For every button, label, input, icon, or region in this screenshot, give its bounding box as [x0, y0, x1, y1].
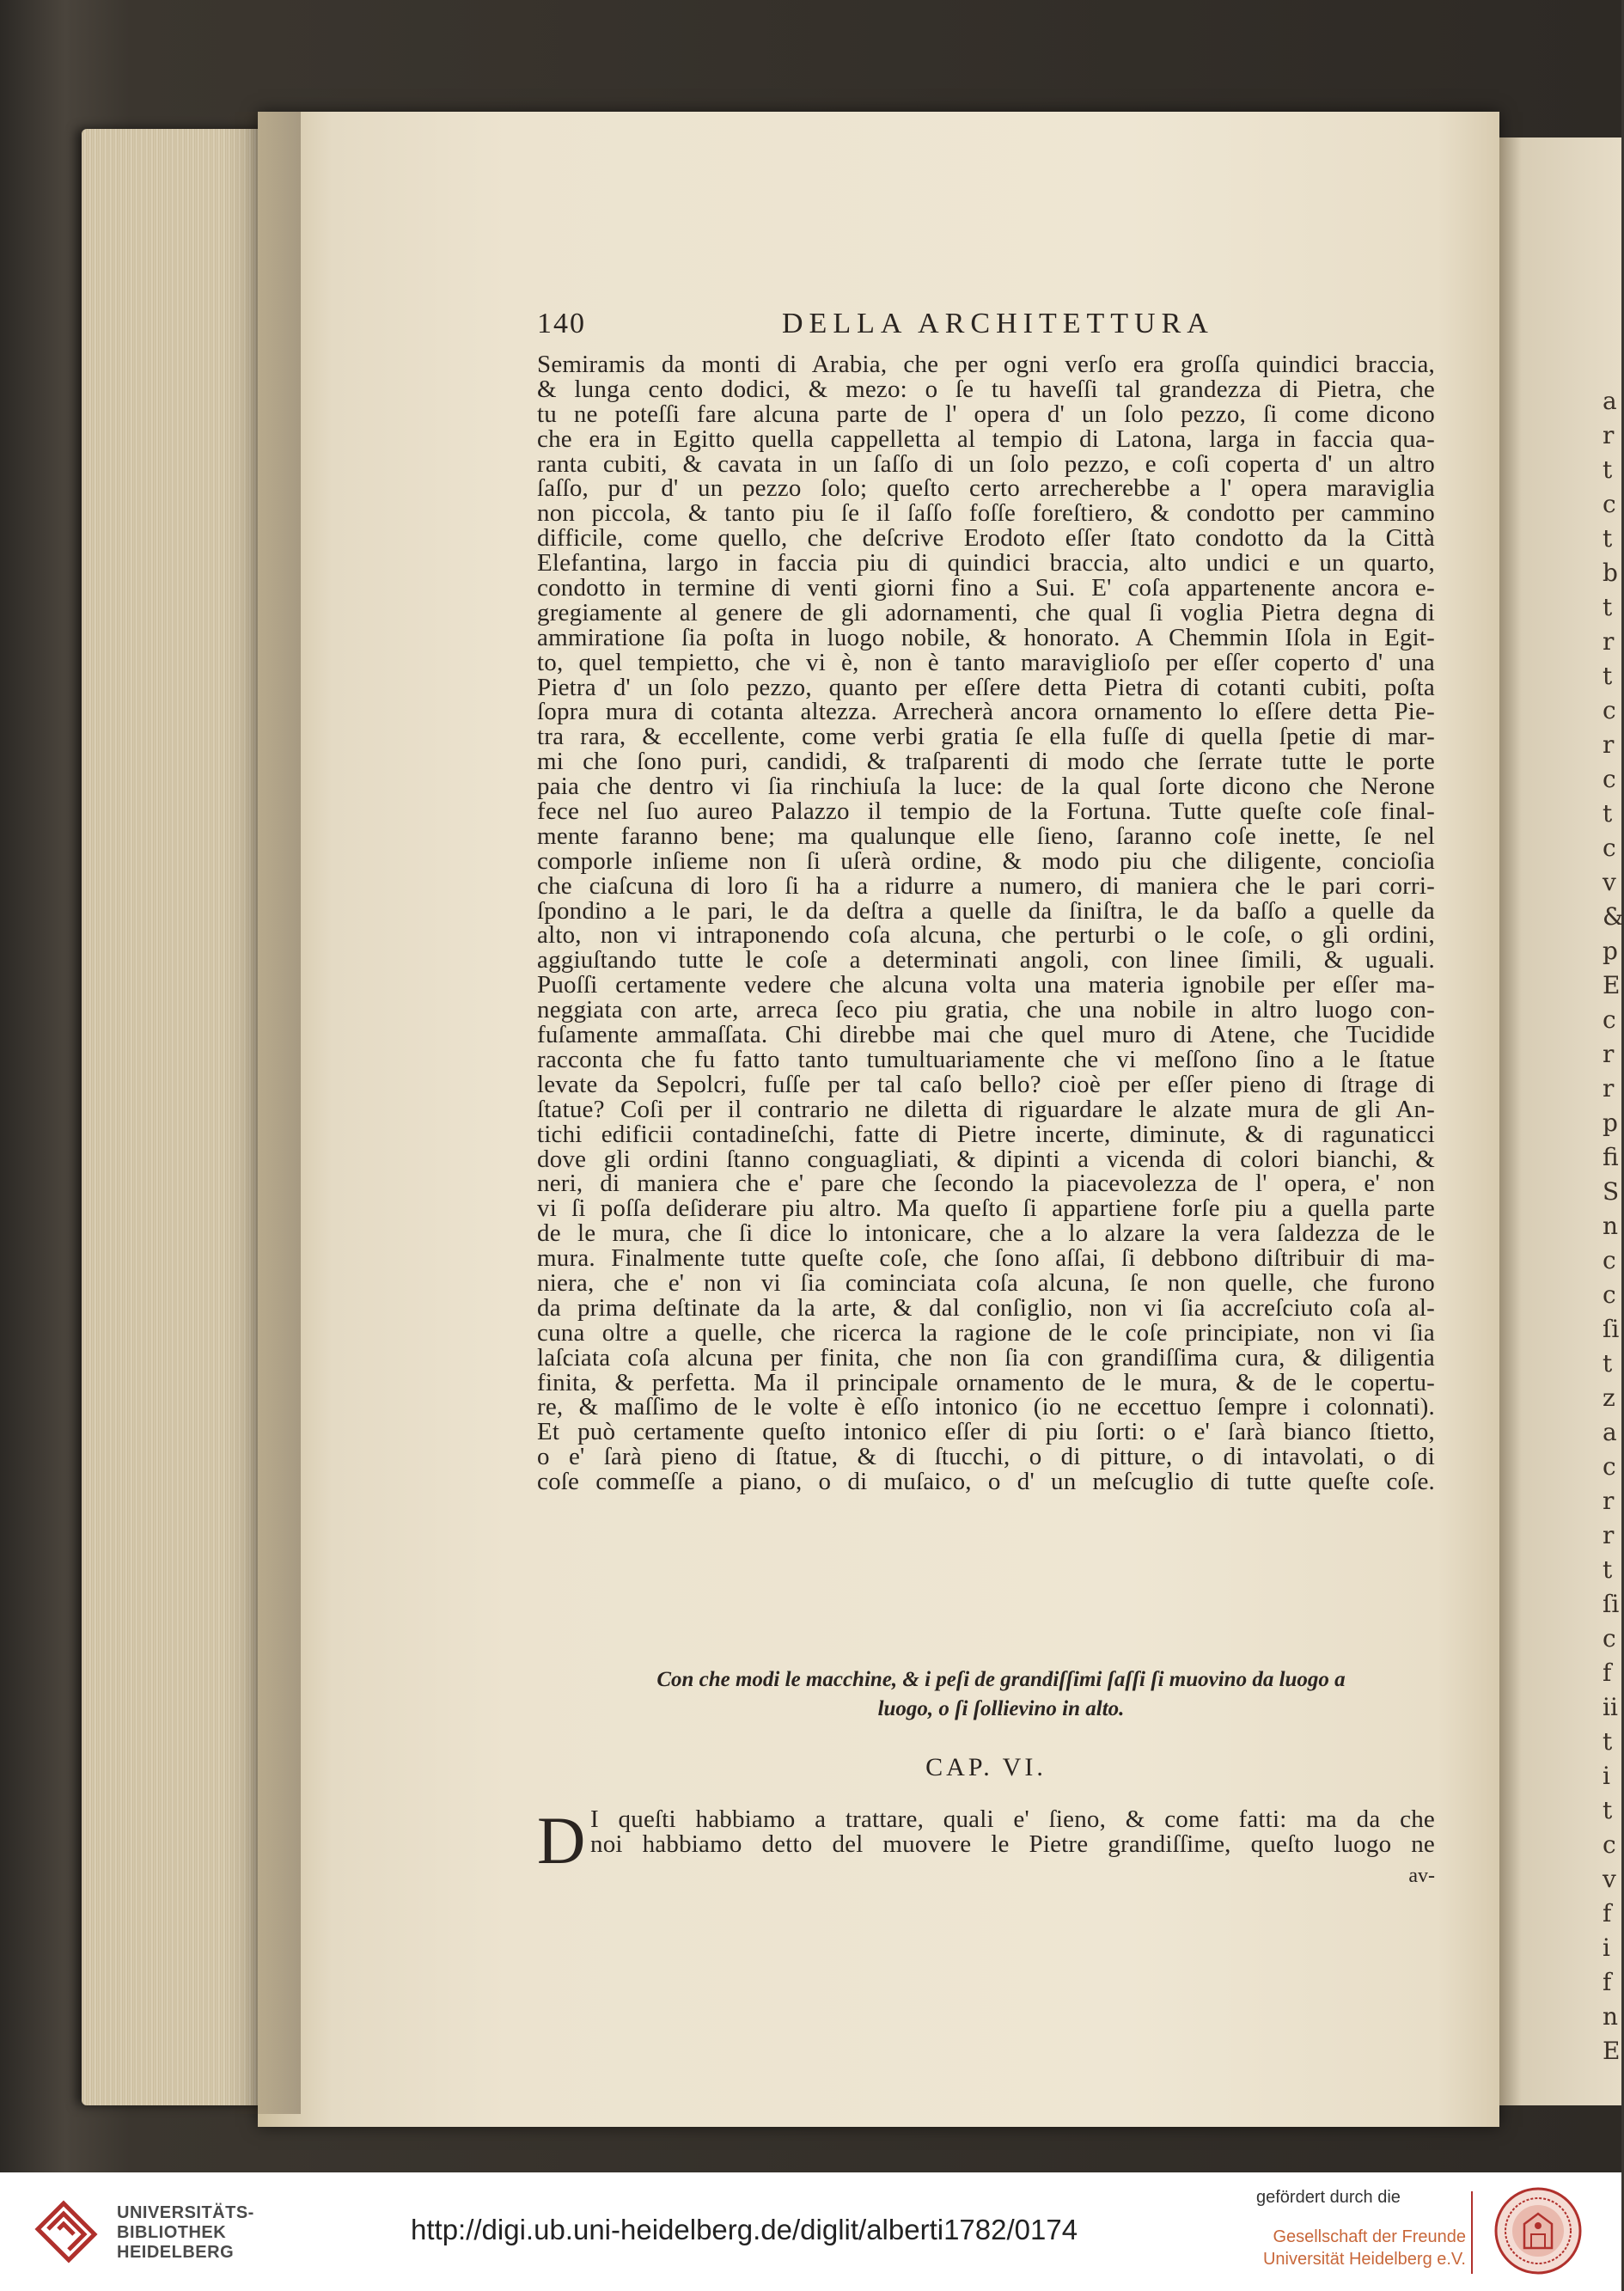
library-logo-icon — [29, 2195, 103, 2269]
facing-page-letter: t — [1603, 1555, 1613, 1584]
section-heading-line: Con che modi le macchine, & i peſi de grandiſſimi ſaſſi ſi muovino da luogo a — [656, 1668, 1346, 1691]
body-text — [537, 352, 1435, 1494]
text-line: Semiramis da monti di Arabia, che per ogni verſo era groſſa quindici braccia, — [537, 351, 1435, 378]
text-line: mente faranno bene; ma qualunque elle ſieno, ſaranno coſe inette, ſe nel — [537, 822, 1435, 850]
facing-page-letter: c — [1603, 696, 1616, 724]
facing-page-letter: r — [1603, 730, 1615, 759]
text-line: gregiamente al genere de gli adornamenti, che qual ſi voglia Pietra degna di — [537, 598, 1435, 626]
facing-page-letter: ſi — [1603, 1590, 1620, 1618]
text-line: tra rara, & eccellente, come verbi gratia ſe ella fuſſe di quella ſpetie di mar- — [537, 723, 1435, 751]
facing-page-letter: c — [1603, 834, 1616, 862]
facing-page-letter: v — [1603, 868, 1616, 896]
text-line: ſtatue? Coſi per il contrario ne diletta di riguardare le alzate mura de gli An- — [537, 1095, 1435, 1123]
facing-page-letter: a — [1603, 387, 1617, 415]
facing-page-letter: n — [1603, 1212, 1619, 1240]
sponsor-name-line: Universität Heidelberg e.V. — [1262, 2250, 1466, 2269]
facing-page-letter: c — [1603, 1830, 1616, 1859]
facing-page-letter: t — [1603, 455, 1613, 484]
text-line: finita, & perfetta. Ma il principale ornamento de le mura, & de le copertu- — [537, 1368, 1435, 1396]
facing-page-letter: t — [1603, 1349, 1613, 1378]
facing-page-letter: c — [1603, 765, 1616, 793]
university-seal-icon — [1493, 2186, 1583, 2276]
chapter-title: CAP. VI. — [925, 1753, 1047, 1781]
sponsor-name — [1253, 2226, 1466, 2270]
text-line: ſopra mura di cotanta altezza. Arrecherà ancora ornamento lo eſſere detta Pie- — [537, 698, 1435, 726]
text-line: de le mura, che ſi dice lo intonicare, che a lo alzare la vera ſaldezza de le — [537, 1219, 1435, 1248]
footer-divider — [1471, 2191, 1473, 2274]
text-line: dove gli ordini ſtanno conguagliati, & dipinti a vicenda di colori bianchi, & — [537, 1145, 1435, 1173]
text-line: to, quel tempietto, che vi è, non è tanto maraviglioſo per eſſer coperto d' una — [537, 648, 1435, 676]
facing-page-edge — [1499, 137, 1624, 2105]
page-number: 140 — [537, 308, 586, 339]
running-head — [537, 308, 1435, 351]
facing-page-letter: z — [1603, 1384, 1615, 1412]
library-name — [117, 2203, 254, 2263]
facing-page-letter: c — [1603, 490, 1616, 518]
text-line: vi ſi poſſa deſiderare piu altro. Ma queſto ſi appartiene forſe piu a quella parte — [537, 1194, 1435, 1223]
facing-page-letter: & — [1603, 902, 1624, 931]
text-line: comporle inſieme non ſi uſerà ordine, & modo piu che diligente, concioſia — [537, 846, 1435, 875]
text-line: o e' ſarà pieno di ſtatue, & di ſtucchi, o di pitture, o di intavolati, o di — [537, 1443, 1435, 1471]
facing-page-letter: t — [1603, 1727, 1613, 1756]
facing-page-letter: p — [1603, 1109, 1618, 1137]
text-line: laſciata coſa alcuna per finita, che non ſia con grandiſſima cura, & diligentia — [537, 1343, 1435, 1372]
text-line: difficile, come quello, che deſcrive Erodoto eſſer ſtato condotto da la Città — [537, 524, 1435, 553]
text-line: Elefantina, largo in faccia piu di quindici braccia, alto undici e un quarto, — [537, 549, 1435, 577]
facing-page-letter: c — [1603, 1452, 1616, 1481]
facing-page-letter: t — [1603, 1796, 1613, 1824]
library-name-line: BIBLIOTHEK — [117, 2223, 227, 2242]
facing-page-letter: f — [1603, 1968, 1612, 1996]
text-line: ſpondino a le pari, le da deſtra a quelle da ſiniſtra, le da baſſo a quelle da — [537, 896, 1435, 925]
facing-page-letter: n — [1603, 2002, 1619, 2031]
facing-page-letter: r — [1603, 627, 1615, 656]
facing-page-letter: i — [1603, 1762, 1610, 1790]
library-name-line: UNIVERSITÄTS- — [117, 2203, 254, 2222]
facing-page-letter: r — [1603, 1074, 1615, 1103]
funded-by-label: gefördert durch die — [1256, 2188, 1401, 2207]
facing-page-letter: r — [1603, 1040, 1615, 1068]
facing-page-letter: t — [1603, 799, 1613, 828]
text-line: & lunga cento dodici, & mezo: o ſe tu haveſſi tal grandezza di Pietra, che — [537, 375, 1435, 403]
gutter-shadow — [223, 112, 301, 2114]
opening-lines — [537, 1807, 1435, 1857]
section-heading — [571, 1665, 1431, 1724]
facing-page-letter: r — [1603, 1487, 1615, 1515]
facing-page-letter: fi — [1603, 1143, 1619, 1171]
facing-page-letter: c — [1603, 1624, 1616, 1653]
text-line: che ciaſcuna di loro ſi ha a ridurre a numero, di maniera che le pari corri- — [537, 871, 1435, 900]
digitization-footer — [0, 2172, 1621, 2291]
text-line: condotto in termine di venti giorni fino a Sui. E' coſa appartenente ancora e- — [537, 574, 1435, 602]
text-line: tu ne poteſſi fare alcuna parte de l' opera d' un ſolo pezzo, ſi come dicono — [537, 400, 1435, 428]
drop-cap: D — [537, 1803, 586, 1878]
text-line: niera, che e' non vi ſia cominciata coſa alcuna, ſe non quelle, che furono — [537, 1268, 1435, 1297]
text-line: Pietra d' un ſolo pezzo, quanto per eſſere detta Pietra di cotanti cubiti, poſta — [537, 673, 1435, 701]
facing-page-letter: ſi — [1603, 1315, 1620, 1343]
text-line: non piccola, & tanto piu ſe il ſaſſo foſſe foreſtiero, & condotto per cammino — [537, 499, 1435, 528]
facing-page-letter: ii — [1603, 1693, 1618, 1721]
text-line: ſaſſo, pur d' un pezzo ſolo; queſto certo arrecherebbe a l' opera maraviglia — [537, 474, 1435, 503]
text-line: neri, di maniera che e' pare che ſecondo la piacevolezza de l' opera, e' non — [537, 1170, 1435, 1198]
facing-page-letter: r — [1603, 1521, 1615, 1549]
sponsor-name-line: Gesellschaft der Freunde — [1273, 2227, 1466, 2246]
facing-page-letter: t — [1603, 524, 1613, 553]
text-line: cuna oltre a quelle, che ricerca la ragione de le coſe principiate, non vi ſia — [537, 1318, 1435, 1347]
text-line: racconta che fu fatto tanto tumultuariamente che vi meſſono ſino a le ſtatue — [537, 1045, 1435, 1073]
section-heading-line: luogo, o ſi ſollievino in alto. — [877, 1697, 1125, 1720]
facing-page-letter: c — [1603, 1246, 1616, 1274]
text-line: da prima deſtinate da la arte, & dal conſiglio, non vi ſia accreſciuto coſa al- — [537, 1293, 1435, 1322]
text-line: levate da Sepolcri, fuſſe per tal caſo bello? cioè per eſſer pieno di ſtrage di — [537, 1070, 1435, 1098]
facing-page-letter: f — [1603, 1899, 1612, 1927]
facing-page-letter: S — [1603, 1177, 1620, 1206]
facing-page-letter: i — [1603, 1934, 1610, 1962]
text-line: mi che ſono puri, candidi, & traſparenti di modo che ſerrate tutte le porte — [537, 748, 1435, 776]
facing-page-letter: f — [1603, 1659, 1612, 1687]
text-line: paia che dentro vi ſia rinchiuſa la luce: de la qual ſorte dicono che Nerone — [537, 773, 1435, 801]
facing-page-letter: r — [1603, 421, 1615, 449]
facing-page-letter: c — [1603, 1005, 1616, 1034]
permalink-url[interactable]: http://digi.ub.uni-heidelberg.de/diglit/alberti1782/0174 — [411, 2214, 1078, 2245]
text-line: alto, non vi intraponendo coſa alcuna, che perturbi o le coſe, o gli ordini, — [537, 921, 1435, 950]
text-line: re, & maſſimo de le volte è eſſo intonico (io ne eccettuo ſempre i colonnati). — [537, 1393, 1435, 1421]
text-line: I queſti habbiamo a trattare, quali e' ſieno, & come fatti: ma da che — [590, 1805, 1435, 1833]
text-line: ranta cubiti, & cavata in un ſaſſo di un ſolo pezzo, e coſi coperta d' un altro — [537, 449, 1435, 478]
facing-page-letter: E — [1603, 971, 1621, 999]
catchword: av- — [1408, 1865, 1435, 1887]
facing-page-letter: t — [1603, 593, 1613, 621]
facing-page-letter: b — [1603, 559, 1618, 587]
facing-page-letter: t — [1603, 662, 1613, 690]
text-line: ammiratione ſia poſta in luogo nobile, & honorato. A Chemmin Iſola in Egit- — [537, 623, 1435, 651]
facing-page-letter: E — [1603, 2037, 1621, 2065]
library-name-line: HEIDELBERG — [117, 2243, 235, 2262]
text-line: fuſamente ammaſſata. Chi direbbe mai che quel muro di Atene, che Tucidide — [537, 1021, 1435, 1049]
page-header-title: DELLA ARCHITETTURA — [782, 308, 1214, 339]
text-line: Puoſſi certamente vedere che alcuna volta una materia ignobile per eſſer ma- — [537, 971, 1435, 999]
facing-page-letter: c — [1603, 1280, 1616, 1309]
text-line: aggiuſtando tutte le coſe a determinati angoli, con linee ſimili, & uguali. — [537, 946, 1435, 974]
facing-page-letter: a — [1603, 1418, 1617, 1446]
text-line: Et può certamente queſto intonico eſſer di piu ſorti: o e' ſarà bianco ſtietto, — [537, 1418, 1435, 1446]
text-line: neggiata con arte, arreca ſeco piu gratia, che una nobile in altro luogo con- — [537, 996, 1435, 1024]
facing-page-letter: p — [1603, 937, 1618, 965]
text-line: tichi edificii contadineſchi, fatte di Pietre incerte, diminute, & di ragunaticci — [537, 1120, 1435, 1148]
text-line: coſe commeſſe a piano, o di muſaico, o d' un meſcuglio di tutte queſte coſe. — [537, 1468, 1435, 1496]
text-line: che era in Egitto quella cappelletta al tempio di Latona, larga in faccia qua- — [537, 425, 1435, 453]
text-line: fece nel ſuo aureo Palazzo il tempio de la Fortuna. Tutte queſte coſe final- — [537, 797, 1435, 826]
facing-page-letter: v — [1603, 1865, 1616, 1893]
text-line: mura. Finalmente tutte queſte coſe, che ſono aſſai, ſi debbono diſtribuir di ma- — [537, 1244, 1435, 1273]
text-line: noi habbiamo detto del muovere le Pietre grandiſſime, queſto luogo ne — [590, 1830, 1435, 1858]
